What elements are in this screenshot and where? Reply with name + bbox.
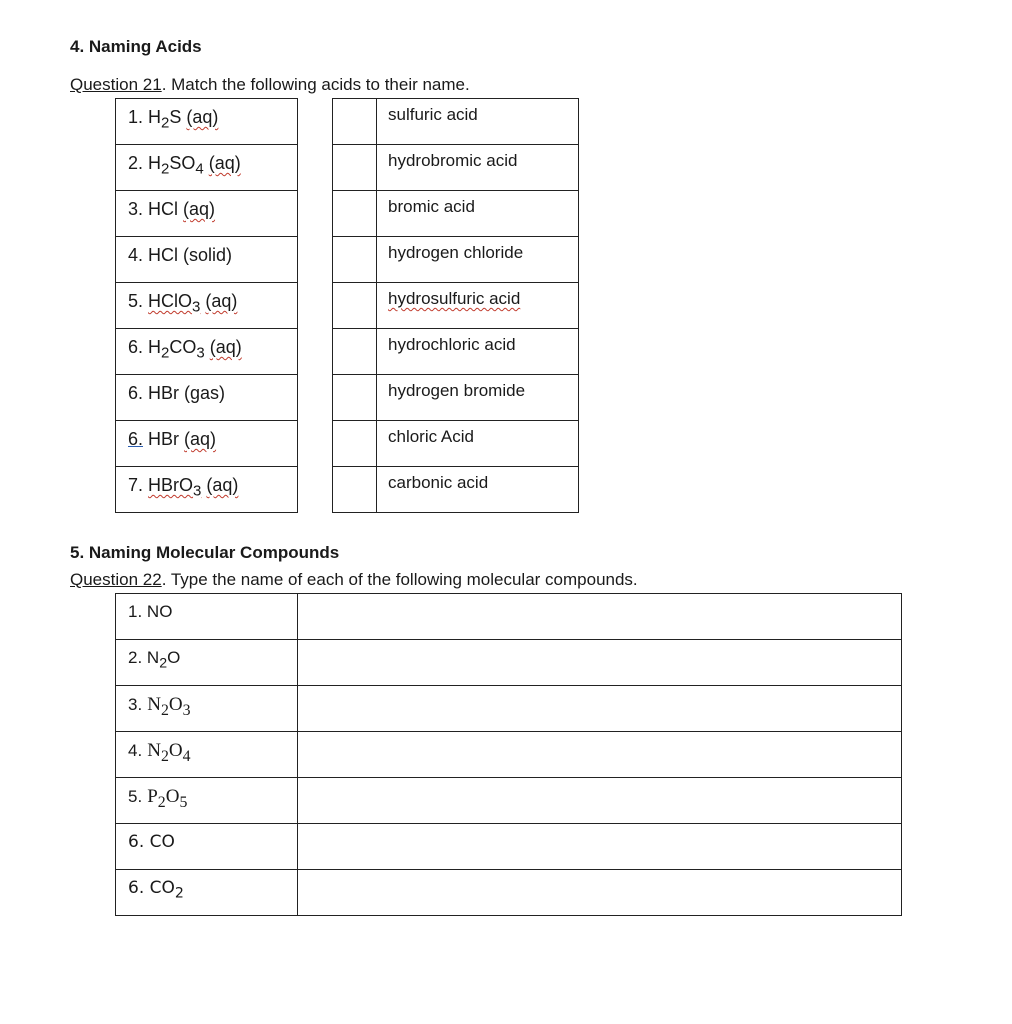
table-row: [116, 640, 902, 686]
acid-formula-6: 6. $H_2CO_3$ (aq): [128, 337, 242, 362]
answer-box-3[interactable]: [333, 191, 377, 237]
compound-formula-5: 5. $P_2O_5$: [128, 786, 188, 811]
acid-name-2: hydrobromic acid: [388, 151, 518, 170]
table-row: [116, 237, 298, 283]
acid-name-1: sulfuric acid: [388, 105, 478, 124]
table-row: [333, 375, 579, 421]
compound-answer-5[interactable]: [298, 778, 902, 824]
answer-box-1[interactable]: [333, 99, 377, 145]
acid-name-7: hydrogen bromide: [388, 381, 526, 400]
compound-answer-7[interactable]: [298, 870, 902, 916]
table-row: [116, 594, 902, 640]
acid-formula-7: 6. HBr (gas): [128, 383, 226, 403]
compound-answer-6[interactable]: [298, 824, 902, 870]
table-row: [333, 99, 579, 145]
table-row: [116, 191, 298, 237]
compound-answer-4[interactable]: [298, 732, 902, 778]
question-21: [70, 75, 470, 95]
compound-formula-7: 6. $CO_2$: [128, 878, 184, 902]
table-row: [116, 375, 298, 421]
acid-name-9: carbonic acid: [388, 473, 489, 492]
acid-formula-9: 7. HBrO$_3$ (aq): [128, 475, 239, 500]
compound-formula-4: 4. $N_2O_4$: [128, 740, 191, 765]
table-row: [116, 732, 902, 778]
compound-formula-3: 3. $N_2O_3$: [128, 694, 191, 719]
table-row: [333, 237, 579, 283]
compound-table: [115, 593, 902, 916]
question-22-label: Question 22: [70, 570, 162, 589]
acid-name-3: bromic acid: [388, 197, 475, 216]
answer-box-2[interactable]: [333, 145, 377, 191]
table-row: [116, 329, 298, 375]
compound-answer-1[interactable]: [298, 594, 902, 640]
question-22-text: . Type the name of each of the following molecular compounds.: [161, 570, 638, 589]
section-4-heading: 4. Naming Acids: [70, 37, 202, 56]
compound-answer-3[interactable]: [298, 686, 902, 732]
table-row: [333, 421, 579, 467]
acid-name-8: chloric Acid: [388, 427, 474, 446]
table-row: [116, 824, 902, 870]
question-21-text: . Match the following acids to their name.: [161, 75, 470, 94]
table-row: [333, 145, 579, 191]
acid-formula-8: 6. HBr (aq): [128, 429, 217, 449]
answer-box-4[interactable]: [333, 237, 377, 283]
table-row: [116, 467, 298, 513]
table-row: [333, 191, 579, 237]
table-row: [116, 145, 298, 191]
section-5-heading: 5. Naming Molecular Compounds: [70, 543, 340, 562]
compound-formula-1: 1. NO: [128, 602, 173, 621]
answer-box-9[interactable]: [333, 467, 377, 513]
compound-formula-2: 2. $N_2O$: [128, 648, 181, 672]
acid-formula-5: 5. HClO$_3$ (aq): [128, 291, 238, 316]
acid-formula-3: 3. HCl (aq): [128, 199, 216, 219]
acid-formula-table: [115, 98, 298, 513]
compound-answer-2[interactable]: [298, 640, 902, 686]
table-row: [116, 421, 298, 467]
question-21-label: Question 21: [70, 75, 162, 94]
table-row: [116, 99, 298, 145]
table-row: [116, 778, 902, 824]
answer-box-7[interactable]: [333, 375, 377, 421]
table-row: [116, 283, 298, 329]
compound-formula-6: 6. CO: [128, 832, 175, 852]
acid-formula-1: 1. $H_2S$ (aq): [128, 107, 219, 132]
answer-box-8[interactable]: [333, 421, 377, 467]
acid-name-6: hydrochloric acid: [388, 335, 516, 354]
answer-box-5[interactable]: [333, 283, 377, 329]
table-row: [333, 329, 579, 375]
question-22: [70, 570, 638, 590]
acid-name-4: hydrogen chloride: [388, 243, 524, 262]
acid-name-5: hydrosulfuric acid: [388, 289, 521, 308]
acid-formula-4: 4. HCl (solid): [128, 245, 233, 265]
answer-box-6[interactable]: [333, 329, 377, 375]
table-row: [333, 283, 579, 329]
acid-formula-2: 2. $H_2SO_4$ (aq): [128, 153, 241, 178]
table-row: [116, 870, 902, 916]
acid-name-table: [332, 98, 579, 513]
table-row: [333, 467, 579, 513]
table-row: [116, 686, 902, 732]
